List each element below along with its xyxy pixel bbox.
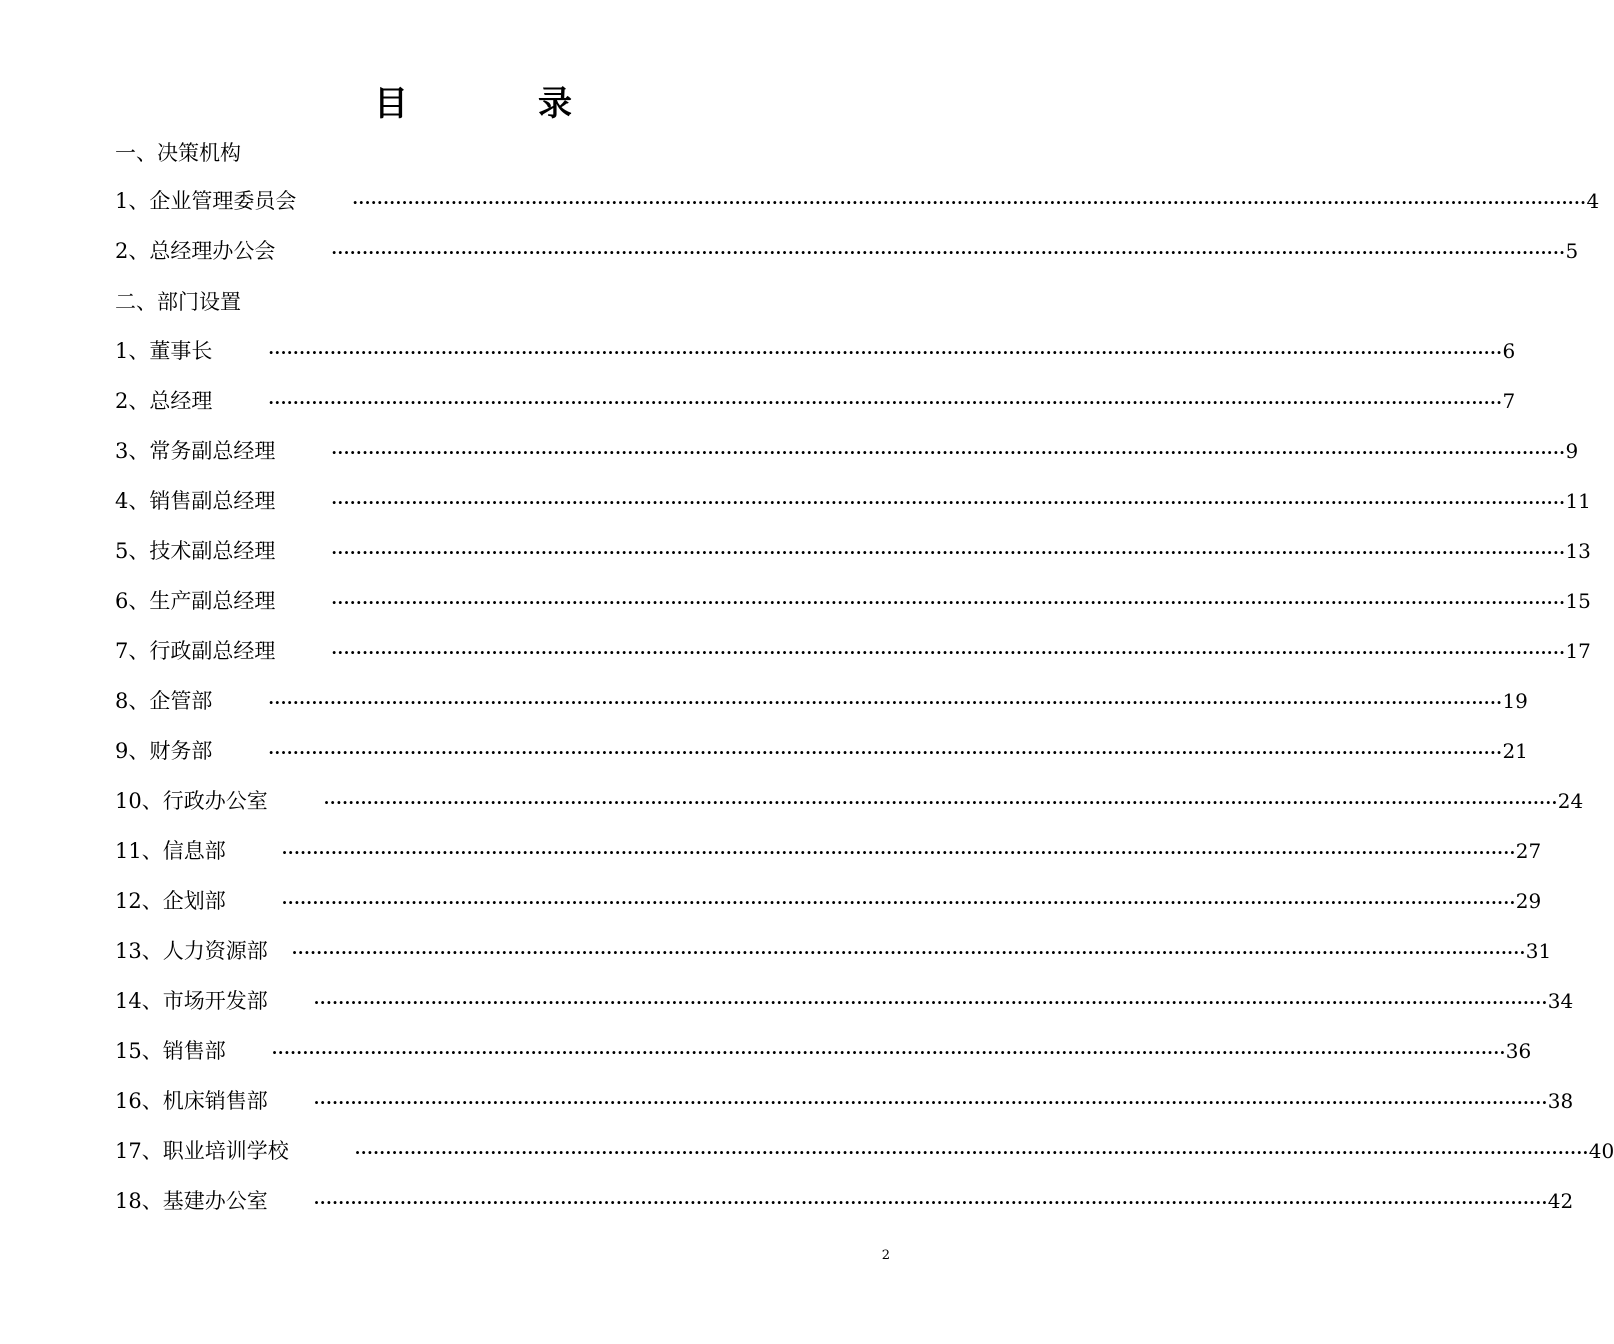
- toc-entry-page: 7: [1502, 389, 1516, 413]
- toc-entry-label: 1、企业管理委员会: [115, 189, 297, 213]
- dot-leader: ········································································································································································································: [281, 843, 1516, 862]
- dot-leader: ········································································································································································································: [331, 443, 1566, 462]
- toc-entry-page: 40: [1588, 1139, 1614, 1163]
- toc-entry-label: 7、行政副总经理: [115, 639, 276, 663]
- toc-entry-label: 11、信息部: [115, 839, 226, 863]
- toc-entry-page: 36: [1505, 1039, 1532, 1063]
- toc-entry-label: 17、职业培训学校: [115, 1139, 289, 1163]
- dot-leader: ········································································································································································································: [268, 693, 1503, 712]
- dot-leader: ········································································································································································································: [354, 1143, 1589, 1162]
- toc-entry-label: 2、总经理: [115, 389, 213, 413]
- toc-entry[interactable]: [115, 788, 1584, 814]
- toc-entry-page: 38: [1547, 1089, 1574, 1113]
- dot-leader: ········································································································································································································: [313, 1193, 1548, 1212]
- dot-leader: ········································································································································································································: [268, 343, 1503, 362]
- toc-entry[interactable]: [115, 638, 1591, 664]
- toc-entry[interactable]: [115, 938, 1552, 964]
- dot-leader: ········································································································································································································: [313, 1093, 1548, 1112]
- toc-entry[interactable]: [115, 988, 1574, 1014]
- toc-entry-page: 11: [1565, 489, 1591, 513]
- page-number: 2: [881, 1248, 890, 1263]
- toc-entry-page: 17: [1565, 639, 1591, 663]
- toc-entry-label: 2、总经理办公会: [115, 239, 276, 263]
- toc-entry[interactable]: [115, 588, 1591, 614]
- toc-entry[interactable]: [115, 438, 1579, 464]
- toc-entry-page: 19: [1502, 689, 1528, 713]
- toc-entry-label: 6、生产副总经理: [115, 589, 276, 613]
- toc-entry-page: 9: [1565, 439, 1579, 463]
- toc-entry-label: 13、人力资源部: [115, 939, 268, 963]
- dot-leader: ········································································································································································································: [331, 543, 1566, 562]
- dot-leader: ········································································································································································································: [331, 643, 1566, 662]
- dot-leader: ········································································································································································································: [268, 743, 1503, 762]
- toc-title: 目 录: [374, 84, 620, 124]
- toc-entry-label: 5、技术副总经理: [115, 539, 276, 563]
- toc-entry-label: 3、常务副总经理: [115, 439, 276, 463]
- toc-entry-page: 34: [1547, 989, 1574, 1013]
- toc-entry-page: 15: [1565, 589, 1591, 613]
- toc-entry[interactable]: [115, 388, 1516, 414]
- toc-entry[interactable]: [115, 1138, 1614, 1164]
- dot-leader: ········································································································································································································: [271, 1043, 1506, 1062]
- toc-entry-label: 4、销售副总经理: [115, 489, 276, 513]
- toc-entry[interactable]: [115, 188, 1600, 214]
- dot-leader: ········································································································································································································: [281, 893, 1516, 912]
- toc-entry-label: 12、企划部: [115, 889, 226, 913]
- toc-entry-page: 4: [1586, 189, 1600, 213]
- toc-entry-label: 16、机床销售部: [115, 1089, 268, 1113]
- toc-entry[interactable]: [115, 538, 1591, 564]
- toc-entry-page: 24: [1557, 789, 1584, 813]
- toc-entry-page: 13: [1565, 539, 1591, 563]
- toc-entry-page: 29: [1515, 889, 1542, 913]
- toc-entry-label: 14、市场开发部: [115, 989, 268, 1013]
- section-heading-decision: 一、决策机构: [115, 141, 241, 165]
- toc-entry-page: 21: [1502, 739, 1528, 763]
- dot-leader: ········································································································································································································: [331, 593, 1566, 612]
- toc-entry-label: 9、财务部: [115, 739, 213, 763]
- section-heading-departments: 二、部门设置: [115, 290, 241, 314]
- toc-entry[interactable]: [115, 688, 1528, 714]
- toc-entry[interactable]: [115, 888, 1542, 914]
- dot-leader: ········································································································································································································: [313, 993, 1548, 1012]
- dot-leader: ········································································································································································································: [268, 393, 1503, 412]
- toc-entry[interactable]: [115, 1038, 1532, 1064]
- toc-entry-page: 27: [1515, 839, 1542, 863]
- toc-entry-page: 6: [1502, 339, 1516, 363]
- toc-entry-label: 8、企管部: [115, 689, 213, 713]
- toc-entry-page: 31: [1525, 939, 1552, 963]
- toc-entry-page: 42: [1547, 1189, 1574, 1213]
- dot-leader: ········································································································································································································: [323, 793, 1558, 812]
- toc-entry[interactable]: [115, 838, 1542, 864]
- dot-leader: ········································································································································································································: [331, 493, 1566, 512]
- toc-entry[interactable]: [115, 238, 1579, 264]
- toc-entry[interactable]: [115, 488, 1591, 514]
- toc-entry-label: 18、基建办公室: [115, 1189, 268, 1213]
- toc-entry[interactable]: [115, 1188, 1574, 1214]
- toc-entry[interactable]: [115, 338, 1516, 364]
- toc-entry-page: 5: [1565, 239, 1579, 263]
- toc-entry-label: 15、销售部: [115, 1039, 226, 1063]
- toc-entry-label: 10、行政办公室: [115, 789, 268, 813]
- toc-entry[interactable]: [115, 1088, 1574, 1114]
- dot-leader: ········································································································································································································: [291, 943, 1526, 962]
- toc-entry[interactable]: [115, 738, 1528, 764]
- toc-entry-label: 1、董事长: [115, 339, 213, 363]
- dot-leader: ········································································································································································································: [331, 243, 1566, 262]
- dot-leader: ········································································································································································································: [352, 193, 1587, 212]
